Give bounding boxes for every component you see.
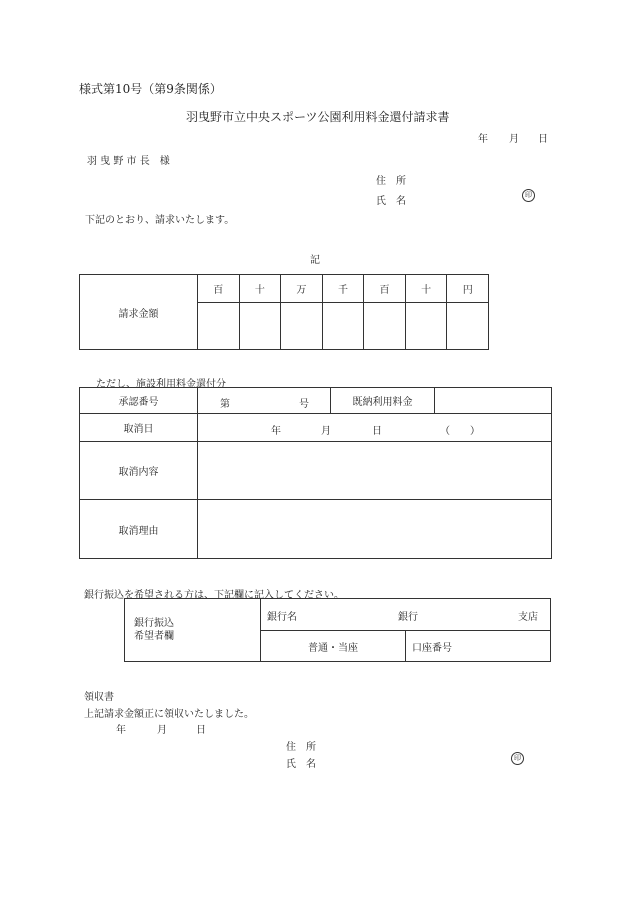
- applicant-name-label: 氏 名: [376, 196, 406, 207]
- digit-cell[interactable]: [405, 303, 447, 350]
- bank-name-label: 銀行名: [267, 612, 297, 623]
- amount-label: 請求金額: [80, 275, 198, 350]
- cancel-date-cell[interactable]: [198, 414, 552, 442]
- digit-cell[interactable]: [447, 303, 489, 350]
- cancel-month-label: 月: [321, 426, 331, 437]
- digit-header: 千: [322, 275, 364, 303]
- digit-cell[interactable]: [239, 303, 281, 350]
- receipt-address-label: 住 所: [286, 742, 316, 753]
- digit-header: 百: [198, 275, 240, 303]
- approval-number-label: 承認番号: [80, 388, 198, 414]
- cancel-content-cell[interactable]: [198, 442, 552, 500]
- form-number: 様式第10号（第9条関係）: [79, 82, 222, 96]
- approval-prefix: 第: [220, 399, 230, 410]
- digit-cell[interactable]: [364, 303, 406, 350]
- digit-header: 百: [364, 275, 406, 303]
- ki-label: 記: [310, 255, 320, 266]
- cancel-year-label: 年: [271, 426, 281, 437]
- bank-table: [124, 598, 551, 662]
- cancel-reason-cell[interactable]: [198, 500, 552, 559]
- digit-header: 十: [405, 275, 447, 303]
- seal-icon: 印: [511, 752, 524, 765]
- details-table: [79, 387, 552, 559]
- digit-header: 十: [239, 275, 281, 303]
- digit-header: 万: [281, 275, 323, 303]
- digit-cell[interactable]: [198, 303, 240, 350]
- seal-icon: 印: [522, 189, 535, 202]
- applicant-address-label: 住 所: [376, 176, 406, 187]
- cancel-content-label: 取消内容: [80, 442, 198, 500]
- receipt-title: 領収書: [84, 692, 114, 703]
- digit-cell[interactable]: [281, 303, 323, 350]
- paid-fee-cell[interactable]: [435, 388, 552, 414]
- bank-name-cell[interactable]: [261, 599, 551, 631]
- bank-label-line1: 銀行振込: [134, 618, 174, 629]
- account-type-cell[interactable]: 普通・当座: [261, 631, 406, 662]
- approval-number-cell[interactable]: [198, 388, 331, 414]
- account-number-cell[interactable]: [406, 631, 551, 662]
- date-year-label: 年: [478, 134, 488, 145]
- bank-note: 銀行振込を希望される方は、下記欄に記入してください。: [84, 590, 344, 601]
- cancel-reason-label: 取消理由: [80, 500, 198, 559]
- weekday-parens: （ ）: [440, 426, 480, 437]
- date-day-label: 日: [538, 134, 548, 145]
- branch-suffix: 支店: [518, 612, 538, 623]
- amount-table: [79, 274, 489, 350]
- cancel-day-label: 日: [372, 426, 382, 437]
- seal-mark: [522, 189, 535, 202]
- bank-suffix: 銀行: [398, 612, 418, 623]
- digit-cell[interactable]: [322, 303, 364, 350]
- addressee: 羽 曳 野 市 長 様: [87, 156, 170, 167]
- cancel-date-label: 取消日: [80, 414, 198, 442]
- account-number-label: 口座番号: [412, 642, 452, 654]
- receipt-text: 上記請求金額正に領収いたしました。: [84, 709, 254, 720]
- refund-note: ただし、施設利用料金還付分: [96, 379, 226, 390]
- receipt-name-label: 氏 名: [286, 759, 316, 770]
- receipt-year-label: 年: [116, 725, 126, 736]
- digit-header: 円: [447, 275, 489, 303]
- receipt-day-label: 日: [196, 725, 206, 736]
- date-month-label: 月: [509, 134, 519, 145]
- request-text: 下記のとおり、請求いたします。: [85, 215, 235, 226]
- receipt-month-label: 月: [157, 725, 167, 736]
- receipt-seal-mark: [511, 752, 524, 765]
- bank-label: [125, 599, 261, 662]
- bank-label-line2: 希望者欄: [134, 631, 174, 642]
- paid-fee-label: 既納利用料金: [331, 388, 435, 414]
- approval-suffix: 号: [299, 399, 309, 410]
- form-title: 羽曳野市立中央スポーツ公園利用料金還付請求書: [186, 110, 450, 124]
